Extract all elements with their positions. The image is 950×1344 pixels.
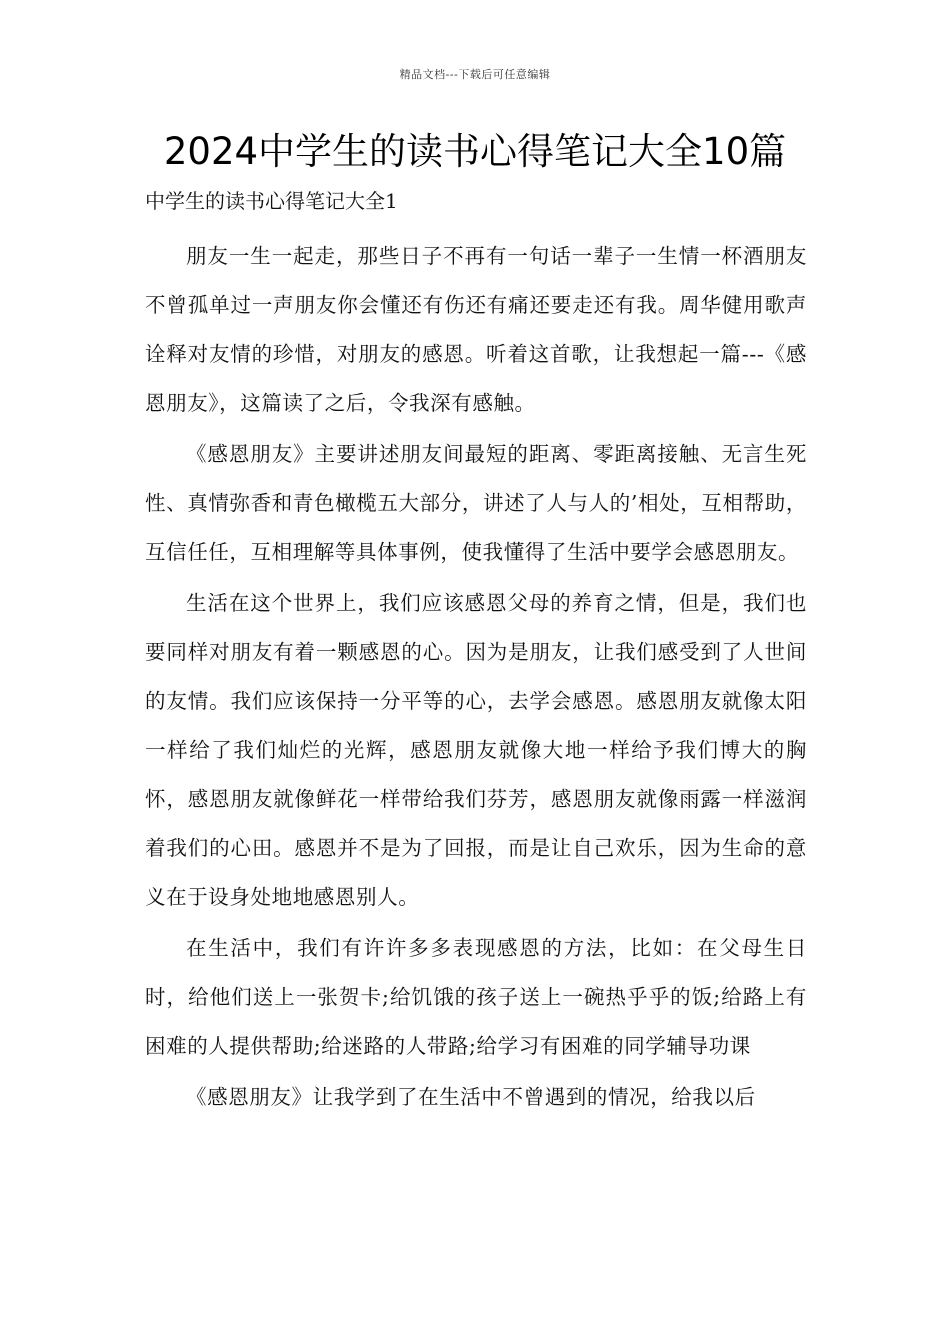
- paragraph-2: 《感恩朋友》主要讲述朋友间最短的距离、零距离接触、无言生死性、真情弥香和青色橄榄五大部分，讲述了人与人的’相处，互相帮助，互信任任，互相理解等具体事例，使我懂得了生活中要学会感恩朋友。: [145, 442, 807, 564]
- document-title: 2024中学生的读书心得笔记大全10篇: [163, 130, 787, 173]
- section-heading: 中学生的读书心得笔记大全1: [145, 189, 398, 213]
- paragraph-1: 朋友一生一起走，那些日子不再有一句话一辈子一生情一杯酒朋友不曾孤单过一声朋友你会懂还有伤还有痛还要走还有我。周华健用歌声诠释对友情的珍惜，对朋友的感恩。听着这首歌，让我想起一篇---《感恩朋友》，这篇读了之后，令我深有感触。: [145, 244, 807, 415]
- paragraph-4: 在生活中，我们有许许多多表现感恩的方法，比如：在父母生日时，给他们送上一张贺卡;给饥饿的孩子送上一碗热乎乎的饭;给路上有困难的人提供帮助;给迷路的人带路;给学习有困难的同学辅导功课: [145, 936, 807, 1058]
- paragraph-5: 《感恩朋友》让我学到了在生活中不曾遇到的情况，给我以后: [186, 1085, 756, 1109]
- header-note: 精品文档---下载后可任意编辑: [399, 68, 551, 81]
- paragraph-3: 生活在这个世界上，我们应该感恩父母的养育之情，但是，我们也要同样对朋友有着一颗感恩的心。因为是朋友，让我们感受到了人世间的友情。我们应该保持一分平等的心，去学会感恩。感恩朋友就像太阳一样给了我们灿烂的光辉，感恩朋友就像大地一样给予我们博大的胸怀，感恩朋友就像鲜花一样带给我们芬芳，感恩朋友就像雨露一样滋润着我们的心田。感恩并不是为了回报，而是让自己欢乐，因为生命的意义在于设身处地地感恩别人。: [145, 591, 807, 909]
- body-text: [145, 230, 807, 1122]
